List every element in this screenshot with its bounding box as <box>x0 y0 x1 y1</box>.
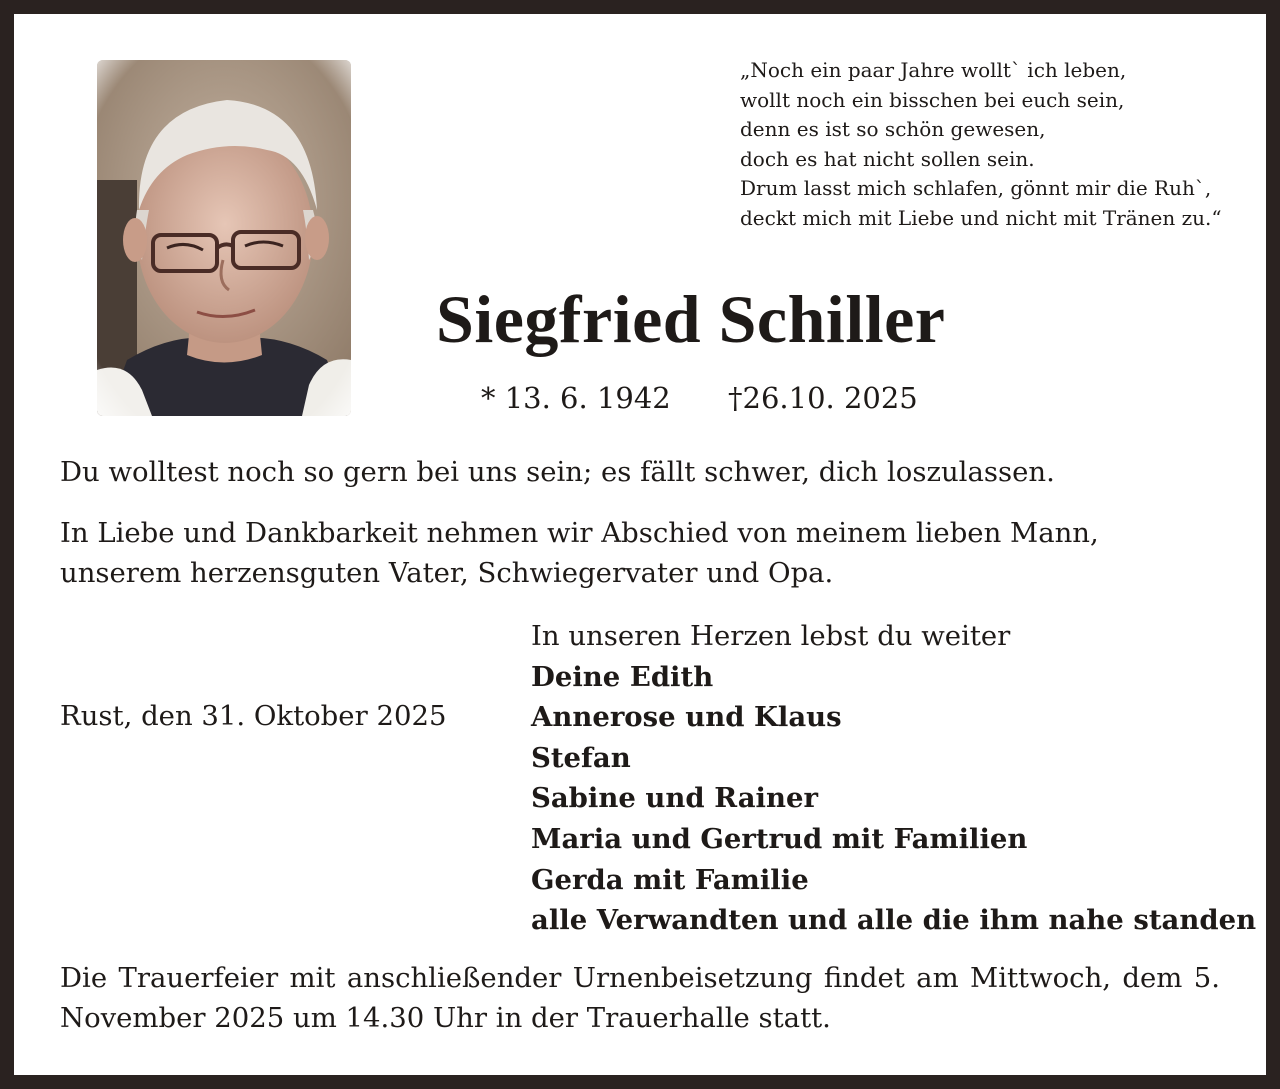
funeral-info: Die Trauerfeier mit anschließender Urnenbeisetzung findet am Mittwoch, dem 5. November 2025 um 14.30 Uhr in der Trauerhalle statt. <box>60 962 1220 1034</box>
quote-line: wollt noch ein bisschen bei euch sein, <box>740 87 1125 112</box>
quote-line: deckt mich mit Liebe und nicht mit Tränen zu.“ <box>740 205 1222 230</box>
portrait-image <box>97 60 351 416</box>
memorial-quote <box>740 56 1260 233</box>
mourner-name: Sabine und Rainer <box>531 782 818 815</box>
deceased-name: Siegfried Schiller <box>436 281 946 357</box>
mourner-name: Annerose und Klaus <box>531 701 842 734</box>
mourner-name: Maria und Gertrud mit Familien <box>531 822 1028 855</box>
quote-line: doch es hat nicht sollen sein. <box>740 146 1035 171</box>
farewell-sentence: Du wolltest noch so gern bei uns sein; es fällt schwer, dich loszulassen. <box>60 456 1055 488</box>
farewell-paragraph: In Liebe und Dankbarkeit nehmen wir Abschied von meinem lieben Mann, unserem herzensguten Vater, Schwiegervater und Opa. <box>60 517 1099 589</box>
quote-line: denn es ist so schön gewesen, <box>740 117 1046 141</box>
quote-line: Drum lasst mich schlafen, gönnt mir die Ruh`, <box>740 176 1212 200</box>
mourner-name: Gerda mit Familie <box>531 863 809 896</box>
mourner-name: alle Verwandten und alle die ihm nahe standen <box>531 904 1257 937</box>
place-and-date: Rust, den 31. Oktober 2025 <box>60 700 447 732</box>
mourner-name: Deine Edith <box>531 660 714 693</box>
quote-line: „Noch ein paar Jahre wollt` ich leben, <box>740 58 1127 82</box>
mourners-list <box>531 616 1256 941</box>
portrait-photo <box>97 60 351 416</box>
birth-date: * 13. 6. 1942 <box>481 381 671 415</box>
mourners-intro: In unseren Herzen lebst du weiter <box>531 620 1011 652</box>
mourner-name: Stefan <box>531 741 631 774</box>
death-date: †26.10. 2025 <box>728 381 918 415</box>
